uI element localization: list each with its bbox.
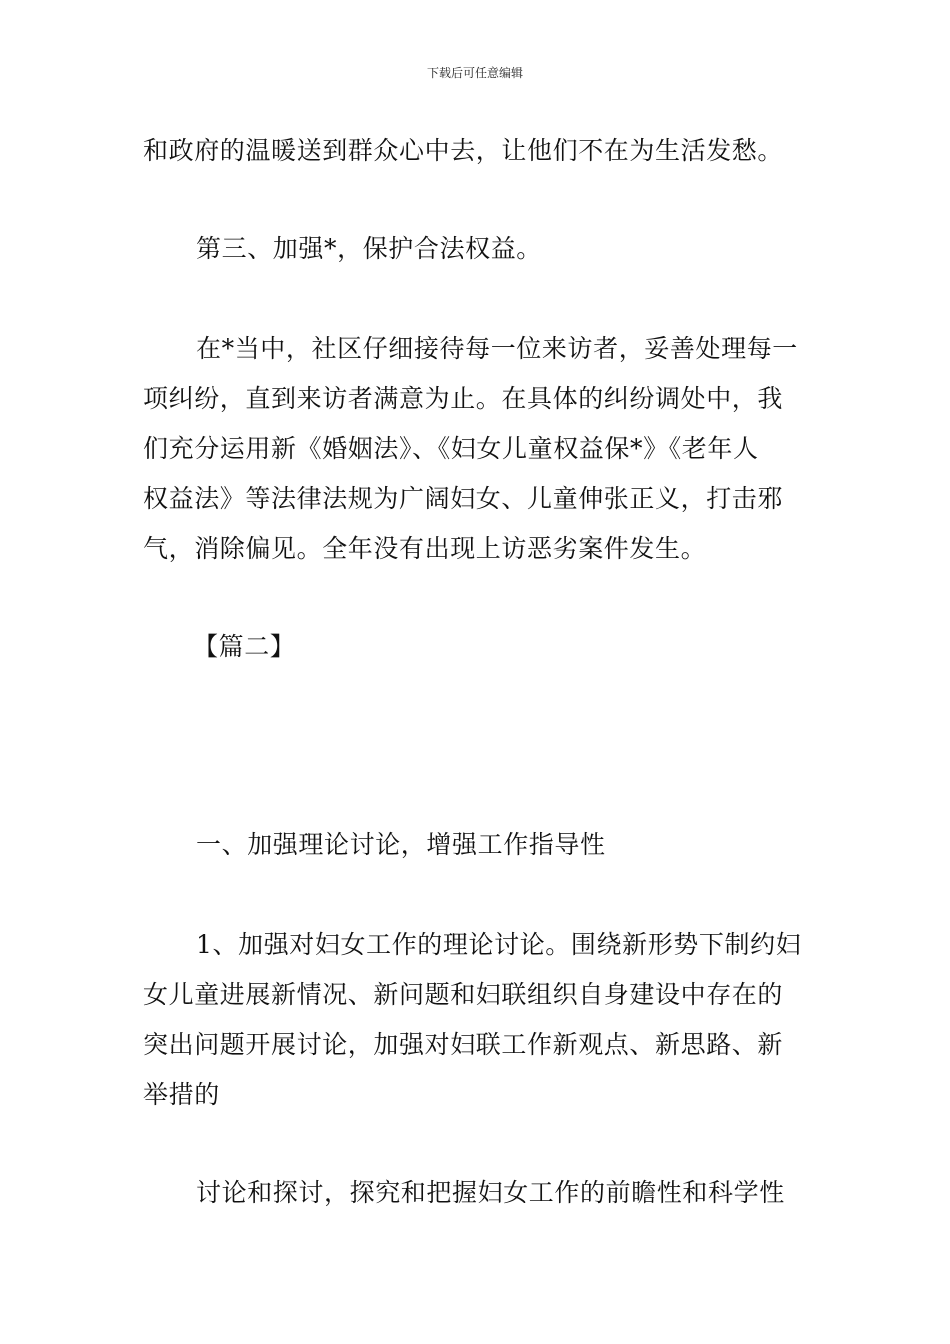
paragraph-line: 突出问题开展讨论，加强对妇联工作新观点、新思路、新 — [143, 1030, 784, 1059]
section-heading-one: 一、加强理论讨论，增强工作指导性 — [196, 830, 606, 859]
paragraph-line: 们充分运用新《婚姻法》、《妇女儿童权益保*》《老年人 — [143, 434, 759, 463]
paragraph-line: 1、加强对妇女工作的理论讨论。围绕新形势下制约妇 — [196, 930, 802, 959]
paragraph-line: 权益法》等法律法规为广阔妇女、儿童伸张正义，打击邪 — [143, 484, 784, 513]
paragraph-line: 项纠纷，直到来访者满意为止。在具体的纠纷调处中，我 — [143, 384, 784, 413]
paragraph-line: 举措的 — [143, 1080, 220, 1109]
paragraph-line: 女儿童进展新情况、新问题和妇联组织自身建设中存在的 — [143, 980, 784, 1009]
paragraph-line: 讨论和探讨，探究和把握妇女工作的前瞻性和科学性 — [196, 1178, 785, 1207]
paragraph-line: 气，消除偏见。全年没有出现上访恶劣案件发生。 — [143, 534, 707, 563]
paragraph-line: 和政府的温暖送到群众心中去，让他们不在为生活发愁。 — [143, 136, 784, 165]
page-header: 下载后可任意编辑 — [426, 66, 523, 80]
section-heading-three: 第三、加强*，保护合法权益。 — [196, 234, 542, 263]
section-label: 【篇二】 — [193, 632, 296, 661]
paragraph-line: 在*当中，社区仔细接待每一位来访者，妥善处理每一 — [196, 334, 798, 363]
